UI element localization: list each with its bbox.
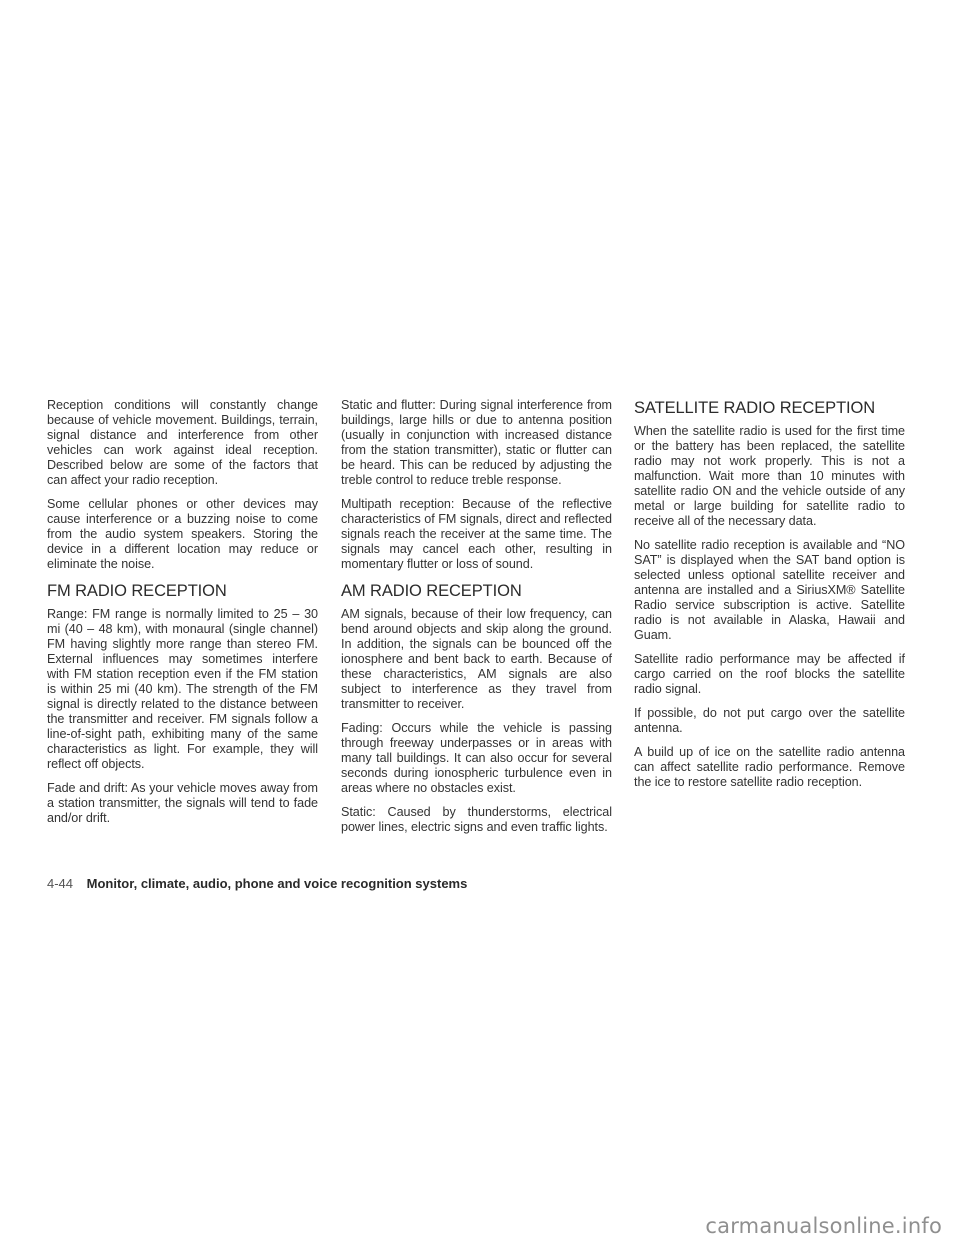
section-title: Monitor, climate, audio, phone and voice recognition systems (86, 876, 468, 891)
multipath-paragraph: Multipath reception: Because of the reflective characteristics of FM signals, direct and reflected signals reach the receiver at the same time. The signals may cancel each other, resulting in momentary flutter or loss of sound. (341, 497, 612, 571)
fm-radio-heading: FM RADIO RECEPTION (47, 582, 227, 600)
am-radio-heading: AM RADIO RECEPTION (341, 582, 522, 600)
fm-range-paragraph: Range: FM range is normally limited to 25 – 30 mi (40 – 48 km), with monaural (single channel) FM having slightly more range than stereo FM. External influences may sometimes interfere with FM station reception even if the FM station is within 25 mi (40 km). The strength of the FM signal is directly related to the distance between the transmitter and receiver. FM signals follow a line-of-sight path, exhibiting many of the same characteristics as light. For example, they will reflect off objects. (47, 607, 318, 771)
column-1 (47, 398, 318, 835)
static-flutter-paragraph: Static and flutter: During signal interference from buildings, large hills or due to antenna position (usually in conjunction with increased distance from the station transmitter), static or flutter can be heard. This can be reduced by adjusting the treble control to reduce treble response. (341, 398, 612, 487)
sat-performance-paragraph: Satellite radio performance may be affected if cargo carried on the roof blocks the satellite radio signal. (634, 652, 905, 696)
am-fading-paragraph: Fading: Occurs while the vehicle is passing through freeway underpasses or in areas with many tall buildings. It can also occur for several seconds during ionospheric turbulence even in areas where no obstacles exist. (341, 721, 612, 795)
watermark: carmanualsonline.info (705, 1214, 942, 1238)
am-static-paragraph: Static: Caused by thunderstorms, electrical power lines, electric signs and even traffic lights. (341, 805, 612, 834)
page-footer (47, 876, 467, 891)
satellite-radio-heading: SATELLITE RADIO RECEPTION (634, 399, 876, 417)
fm-fade-paragraph: Fade and drift: As your vehicle moves away from a station transmitter, the signals will tend to fade and/or drift. (47, 781, 318, 825)
sat-cargo-paragraph: If possible, do not put cargo over the satellite antenna. (634, 706, 905, 735)
sat-first-use-paragraph: When the satellite radio is used for the first time or the battery has been replaced, the satellite radio may not work properly. This is not a malfunction. Wait more than 10 minutes with satellite radio ON and the vehicle outside of any metal or large building for satellite radio to receive all of the necessary data. (634, 424, 905, 528)
column-3 (634, 398, 905, 799)
am-signals-paragraph: AM signals, because of their low frequency, can bend around objects and skip along the ground. In addition, the signals can be bounced off the ionosphere and bent back to earth. Because of these characteristics, AM signals are also subject to interference as they travel from transmitter to receiver. (341, 607, 612, 711)
page-number: 4-44 (47, 876, 74, 891)
column-2 (341, 398, 612, 844)
interference-paragraph: Some cellular phones or other devices may cause interference or a buzzing noise to come from the audio system speakers. Storing the device in a different location may reduce or eliminate the noise. (47, 497, 318, 571)
intro-paragraph: Reception conditions will constantly change because of vehicle movement. Buildings, terrain, signal distance and interference from other vehicles can work against ideal reception. Described below are some of the factors that can affect your radio reception. (47, 398, 318, 487)
sat-ice-paragraph: A build up of ice on the satellite radio antenna can affect satellite radio performance. Remove the ice to restore satellite radio reception. (634, 745, 905, 789)
sat-no-sat-paragraph: No satellite radio reception is available and “NO SAT” is displayed when the SAT band option is selected unless optional satellite receiver and antenna are installed and a SiriusXM® Satellite Radio service subscription is active. Satellite radio is not available in Alaska, Hawaii and Guam. (634, 538, 905, 642)
